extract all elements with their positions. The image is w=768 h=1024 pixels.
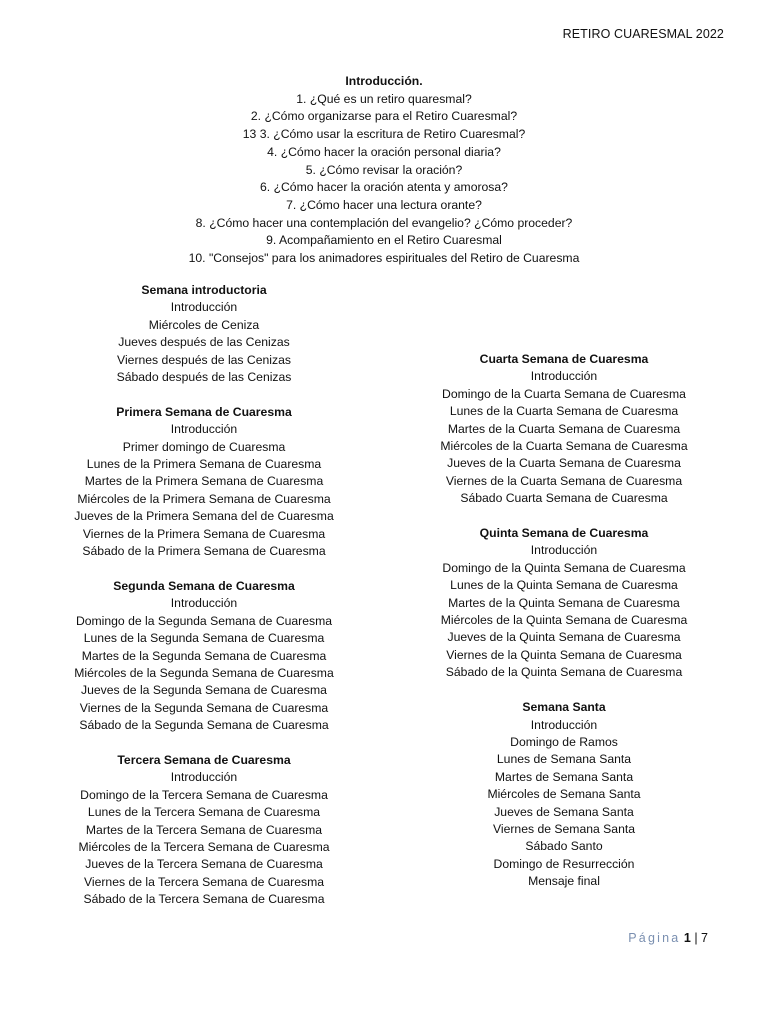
section-title: Semana Santa: [522, 700, 606, 715]
toc-entry: Lunes de la Tercera Semana de Cuaresma: [87, 805, 321, 820]
toc-entry: Jueves de la Quinta Semana de Cuaresma: [447, 630, 681, 645]
toc-entry: Martes de la Cuarta Semana de Cuaresma: [447, 421, 681, 436]
intro-item: 4. ¿Cómo hacer la oración personal diaria?: [267, 144, 501, 159]
toc-entry: Domingo de la Quinta Semana de Cuaresma: [442, 560, 686, 575]
toc-entry: Mensaje final: [528, 874, 600, 889]
toc-section: [54, 282, 354, 386]
toc-entry: Jueves de Semana Santa: [494, 804, 634, 819]
toc-entry: Jueves de la Primera Semana del de Cuaresma: [74, 509, 334, 524]
toc-section: [54, 578, 354, 735]
section-title: Cuarta Semana de Cuaresma: [479, 352, 649, 366]
toc-entry: Miércoles de la Cuarta Semana de Cuaresma: [440, 439, 688, 454]
toc-entry: Miércoles de la Tercera Semana de Cuaresma: [78, 839, 330, 854]
toc-entry: Domingo de Ramos: [510, 734, 618, 749]
page-footer: [628, 931, 708, 945]
toc-entry: Viernes de Semana Santa: [492, 821, 636, 836]
intro-item: 5. ¿Cómo revisar la oración?: [305, 162, 463, 177]
section-title: Quinta Semana de Cuaresma: [479, 526, 649, 541]
left-column: [54, 282, 354, 926]
intro-item: 2. ¿Cómo organizarse para el Retiro Cuaresmal?: [250, 109, 518, 124]
page-total: 7: [701, 931, 708, 945]
toc-entry: Martes de la Segunda Semana de Cuaresma: [81, 648, 327, 663]
toc-entry: Miércoles de la Primera Semana de Cuaresma: [77, 491, 331, 506]
toc-entry: Domingo de la Segunda Semana de Cuaresma: [75, 613, 333, 628]
toc-entry: Introducción: [170, 422, 238, 437]
toc-section: [414, 351, 714, 508]
intro-item: 1. ¿Qué es un retiro quaresmal?: [296, 91, 472, 106]
toc-entry: Sábado después de las Cenizas: [116, 370, 292, 385]
toc-entry: Miércoles de Ceniza: [148, 317, 260, 332]
toc-entry: Martes de la Primera Semana de Cuaresma: [84, 474, 324, 489]
toc-entry: Lunes de Semana Santa: [496, 752, 632, 767]
toc-entry: Martes de Semana Santa: [494, 769, 634, 784]
toc-section: [54, 404, 354, 561]
page-number: 1: [683, 931, 691, 945]
toc-entry: Introducción: [170, 596, 238, 611]
toc-entry: Domingo de la Cuarta Semana de Cuaresma: [442, 386, 686, 401]
intro-item: 7. ¿Cómo hacer una lectura orante?: [286, 197, 482, 212]
toc-entry: Jueves de la Tercera Semana de Cuaresma: [85, 857, 323, 872]
toc-entry: Viernes de la Cuarta Semana de Cuaresma: [445, 473, 683, 488]
toc-entry: Viernes de la Quinta Semana de Cuaresma: [446, 647, 682, 662]
page-word: Página: [628, 931, 681, 945]
toc-entry: Sábado de la Quinta Semana de Cuaresma: [445, 665, 683, 680]
toc-entry: Introducción: [170, 300, 238, 315]
toc-entry: Introducción: [530, 543, 598, 558]
toc-entry: Sábado Cuarta Semana de Cuaresma: [460, 491, 668, 506]
document-header: RETIRO CUARESMAL 2022: [562, 27, 724, 41]
toc-entry: Sábado de la Tercera Semana de Cuaresma: [83, 892, 325, 907]
intro-item: 9. Acompañamiento en el Retiro Cuaresmal: [266, 233, 502, 248]
toc-entry: Viernes de la Segunda Semana de Cuaresma: [79, 700, 329, 715]
intro-item: 8. ¿Cómo hacer una contemplación del evangelio? ¿Cómo proceder?: [195, 215, 573, 230]
toc-entry: Lunes de la Quinta Semana de Cuaresma: [450, 578, 678, 593]
toc-entry: Lunes de la Cuarta Semana de Cuaresma: [449, 404, 679, 419]
toc-entry: Miércoles de la Segunda Semana de Cuaresma: [74, 665, 334, 680]
intro-item: 10. "Consejos" para los animadores espirituales del Retiro de Cuaresma: [188, 251, 580, 266]
toc-entry: Miércoles de la Quinta Semana de Cuaresma: [440, 613, 688, 628]
toc-entry: Viernes después de las Cenizas: [117, 352, 291, 367]
toc-entry: Miércoles de Semana Santa: [487, 787, 641, 802]
section-title: Segunda Semana de Cuaresma: [113, 578, 295, 593]
toc-entry: Sábado Santo: [525, 839, 603, 854]
toc-entry: Viernes de la Tercera Semana de Cuaresma: [83, 874, 325, 889]
section-title: Primera Semana de Cuaresma: [116, 404, 292, 419]
toc-entry: Introducción: [170, 770, 238, 785]
toc-entry: Lunes de la Primera Semana de Cuaresma: [86, 457, 322, 472]
section-title: Semana introductoria: [141, 283, 267, 297]
toc-section: [54, 752, 354, 909]
toc-entry: Primer domingo de Cuaresma: [122, 439, 286, 454]
intro-block: [0, 73, 768, 268]
toc-entry: Martes de la Tercera Semana de Cuaresma: [85, 822, 323, 837]
right-column: [414, 351, 714, 908]
toc-entry: Martes de la Quinta Semana de Cuaresma: [448, 595, 680, 610]
toc-entry: Jueves después de las Cenizas: [118, 335, 290, 350]
toc-entry: Introducción: [530, 717, 598, 732]
toc-section: [414, 699, 714, 890]
toc-section: [414, 525, 714, 682]
intro-title: Introducción.: [345, 74, 423, 88]
toc-entry: Jueves de la Segunda Semana de Cuaresma: [81, 683, 327, 698]
toc-entry: Viernes de la Primera Semana de Cuaresma: [82, 526, 326, 541]
toc-entry: Jueves de la Cuarta Semana de Cuaresma: [447, 456, 681, 471]
toc-entry: Introducción: [530, 369, 598, 384]
toc-entry: Domingo de Resurrección: [493, 856, 635, 871]
toc-entry: Sábado de la Primera Semana de Cuaresma: [82, 544, 326, 559]
intro-item: 13 3. ¿Cómo usar la escritura de Retiro Cuaresmal?: [242, 127, 526, 142]
page-separator: |: [694, 931, 698, 945]
toc-entry: Domingo de la Tercera Semana de Cuaresma: [80, 787, 328, 802]
section-title: Tercera Semana de Cuaresma: [117, 752, 291, 767]
toc-entry: Lunes de la Segunda Semana de Cuaresma: [83, 631, 325, 646]
intro-item: 6. ¿Cómo hacer la oración atenta y amorosa?: [260, 180, 508, 195]
toc-entry: Sábado de la Segunda Semana de Cuaresma: [79, 718, 329, 733]
